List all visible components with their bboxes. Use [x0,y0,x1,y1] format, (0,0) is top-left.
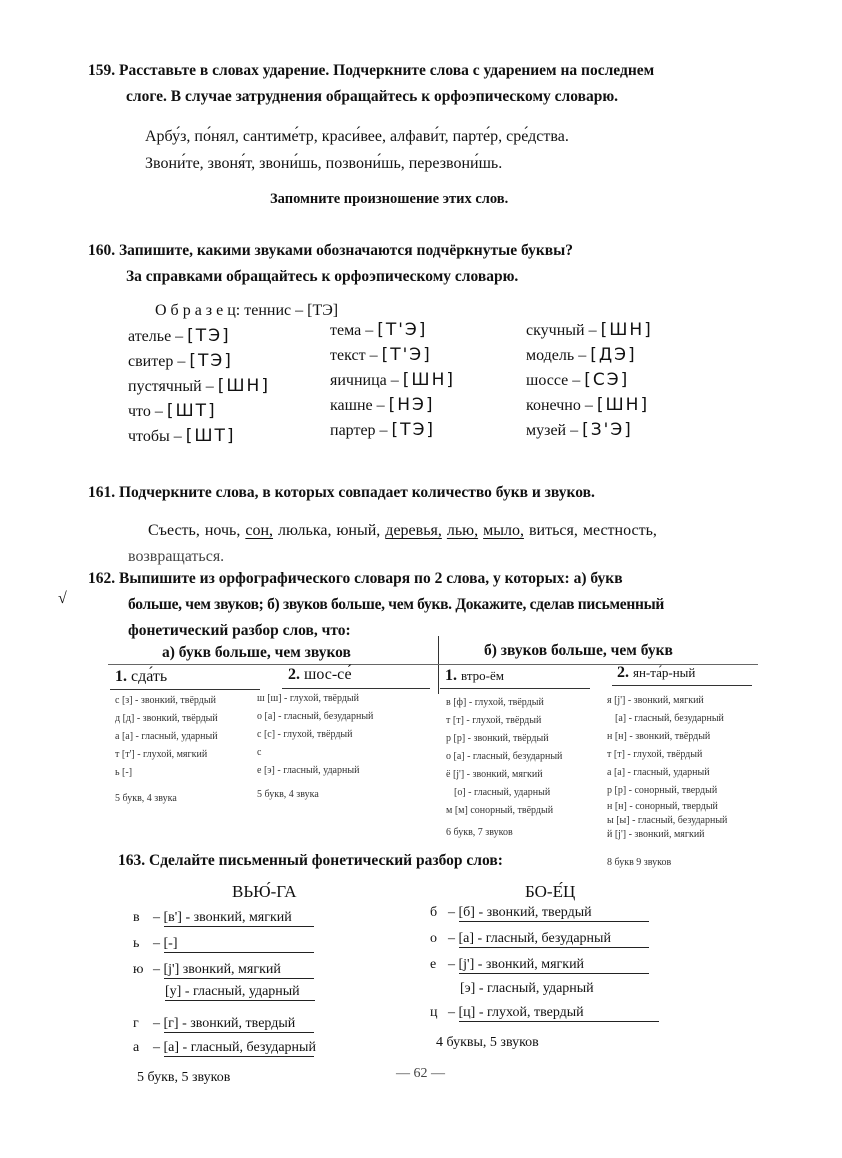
task-163-instruction: 163. Сделайте письменный фонетический разбор слов: [118,852,503,869]
page-number: — 62 — [396,1066,445,1081]
task-number: 160. [88,242,116,259]
list-item: шоссе – [СЭ] [526,370,630,390]
task-162-instruction-cont: больше, чем звуков; б) звуков больше, чем букв. Докажите, сделав письменный [128,596,665,613]
analysis-row: ь – [-] [133,936,315,962]
list-item: музей – [З'Э] [526,420,633,440]
task-number: 159. [88,62,116,79]
summary: 5 букв, 5 звуков [137,1070,231,1085]
underline [110,689,260,690]
task-161-words: Съесть, ночь, сон, люлька, юный, деревья, лью, мыло, виться, местность, [148,522,657,539]
entry-b1-title: 1. втро-ём [445,667,504,684]
task-161-words-line2: возвращаться. [128,548,225,565]
task-159-instruction: 159. Расставьте в словах ударение. Подчеркните слова с ударением на последнем [88,62,655,79]
task-160-instruction: 160. Запишите, какими звуками обозначаются подчёркнутые буквы? [88,242,574,259]
word-1-title: ВЬЮ́-ГА [232,882,297,901]
analysis-row: ю – [j'] звонкий, мягкий [133,962,315,984]
summary: 5 букв, 4 звука [115,793,177,804]
col-a-header: а) букв больше, чем звуков [162,644,351,661]
list-item: партер – [ТЭ] [330,420,436,440]
list-item: ателье – [ТЭ] [128,326,231,346]
entry-a2-analysis: ш [ш] - глухой, твёрдый о [а] - гласный, безударный с [с] - глухой, твёрдый с е [э] - гласный, ударный 5 букв, 4 звука [257,690,373,804]
task-159-note: Запомните произношение этих слов. [270,191,509,207]
analysis-row: о – [а] - гласный, безударный [430,931,659,957]
column-divider [438,636,439,694]
col-b-header: б) звуков больше, чем букв [484,642,673,659]
task-160-sample: О б р а з е ц: теннис – [ТЭ] [155,302,339,319]
entry-b2-analysis: я [j'] - звонкий, мягкий [а] - гласный, безударный н [н] - звонкий, твёрдый т [т] - глухой, твёрдый а [а] - гласный, ударный р [р] - сонорный, твердый н [н] - сонорный, твердый ы [ы] - гласный, безударный й [j'] - звонкий, мягкий 8 букв 9 звуков [607,692,727,872]
list-item: что – [ШТ] [128,401,217,421]
analysis-row: б – [б] - звонкий, твердый [430,905,659,931]
list-item: конечно – [ШН] [526,395,650,415]
task-number: 163. [118,852,146,869]
task-159-words-line1: Арбу́з, по́нял, сантиме́тр, краси́вее, алфави́т, парте́р, сре́дства. [145,128,569,145]
entry-a1-title: 1. сда́ть [115,668,168,685]
word-2-analysis [430,905,659,1051]
entry-b2-title: 2. ян-та́р-ный [617,664,696,681]
entry-a2-title: 2. шос-се́ [288,666,352,683]
list-item: скучный – [ШН] [526,320,653,340]
word-1-analysis [133,910,315,1086]
analysis-row: г – [г] - звонкий, твердый [133,1016,315,1040]
task-number: 162. [88,570,116,587]
summary: 8 букв 9 звуков [607,857,672,868]
analysis-row: [у] - гласный, ударный [133,984,315,1016]
entry-a1-analysis: с [з] - звонкий, твёрдый д [д] - звонкий, твёрдый а [а] - гласный, ударный т [т'] - глухой, мягкий ь [-] 5 букв, 4 звука [115,692,218,808]
task-159-instruction-cont: слоге. В случае затруднения обращайтесь к орфоэпическому словарю. [126,88,619,105]
task-159-words-line2: Звони́те, звоня́т, звони́шь, позвони́шь, перезвони́шь. [145,155,503,172]
underline [612,685,752,686]
summary: 5 букв, 4 звука [257,789,319,800]
task-160-column-1 [128,326,328,451]
list-item: модель – [ДЭ] [526,345,637,365]
task-162-instruction-cont2: фонетический разбор слов, что: [128,622,351,639]
word-2-title: БО-Е́Ц [525,882,576,901]
analysis-row: е – [j'] - звонкий, мягкий [430,957,659,981]
underline [282,688,430,689]
summary: 4 буквы, 5 звуков [436,1035,539,1050]
task-number: 161. [88,484,116,501]
summary: 6 букв, 7 звуков [446,827,513,838]
task-160-column-2 [330,320,530,445]
list-item: чтобы – [ШТ] [128,426,236,446]
task-160-column-3 [526,320,726,445]
analysis-row: в – [в'] - звонкий, мягкий [133,910,315,936]
list-item: кашне – [НЭ] [330,395,435,415]
task-162-instruction: 162. Выпишите из орфографического словаря по 2 слова, у которых: а) букв [88,570,623,587]
checkmark-icon: √ [58,590,67,607]
underline [440,688,590,689]
entry-b1-analysis: в [ф] - глухой, твёрдый т [т] - глухой, твёрдый р [р] - звонкий, твёрдый о [а] - гласный, безударный ё [j'] - звонкий, мягкий [о] - гласный, ударный м [м] сонорный, твёрдый 6 букв, 7 звуков [446,694,562,842]
list-item: свитер – [ТЭ] [128,351,233,371]
task-161-instruction: 161. Подчеркните слова, в которых совпадает количество букв и звуков. [88,484,595,501]
list-item: текст – [Т'Э] [330,345,432,365]
list-item: тема – [Т'Э] [330,320,428,340]
list-item: пустячный – [ШН] [128,376,270,396]
analysis-row: [э] - гласный, ударный [460,981,594,996]
task-160-instruction-cont: За справками обращайтесь к орфоэпическому словарю. [126,268,519,285]
analysis-row: а – [а] - гласный, безударный [133,1040,316,1055]
analysis-row: ц – [ц] - глухой, твердый [430,1005,659,1035]
list-item: яичница – [ШН] [330,370,455,390]
